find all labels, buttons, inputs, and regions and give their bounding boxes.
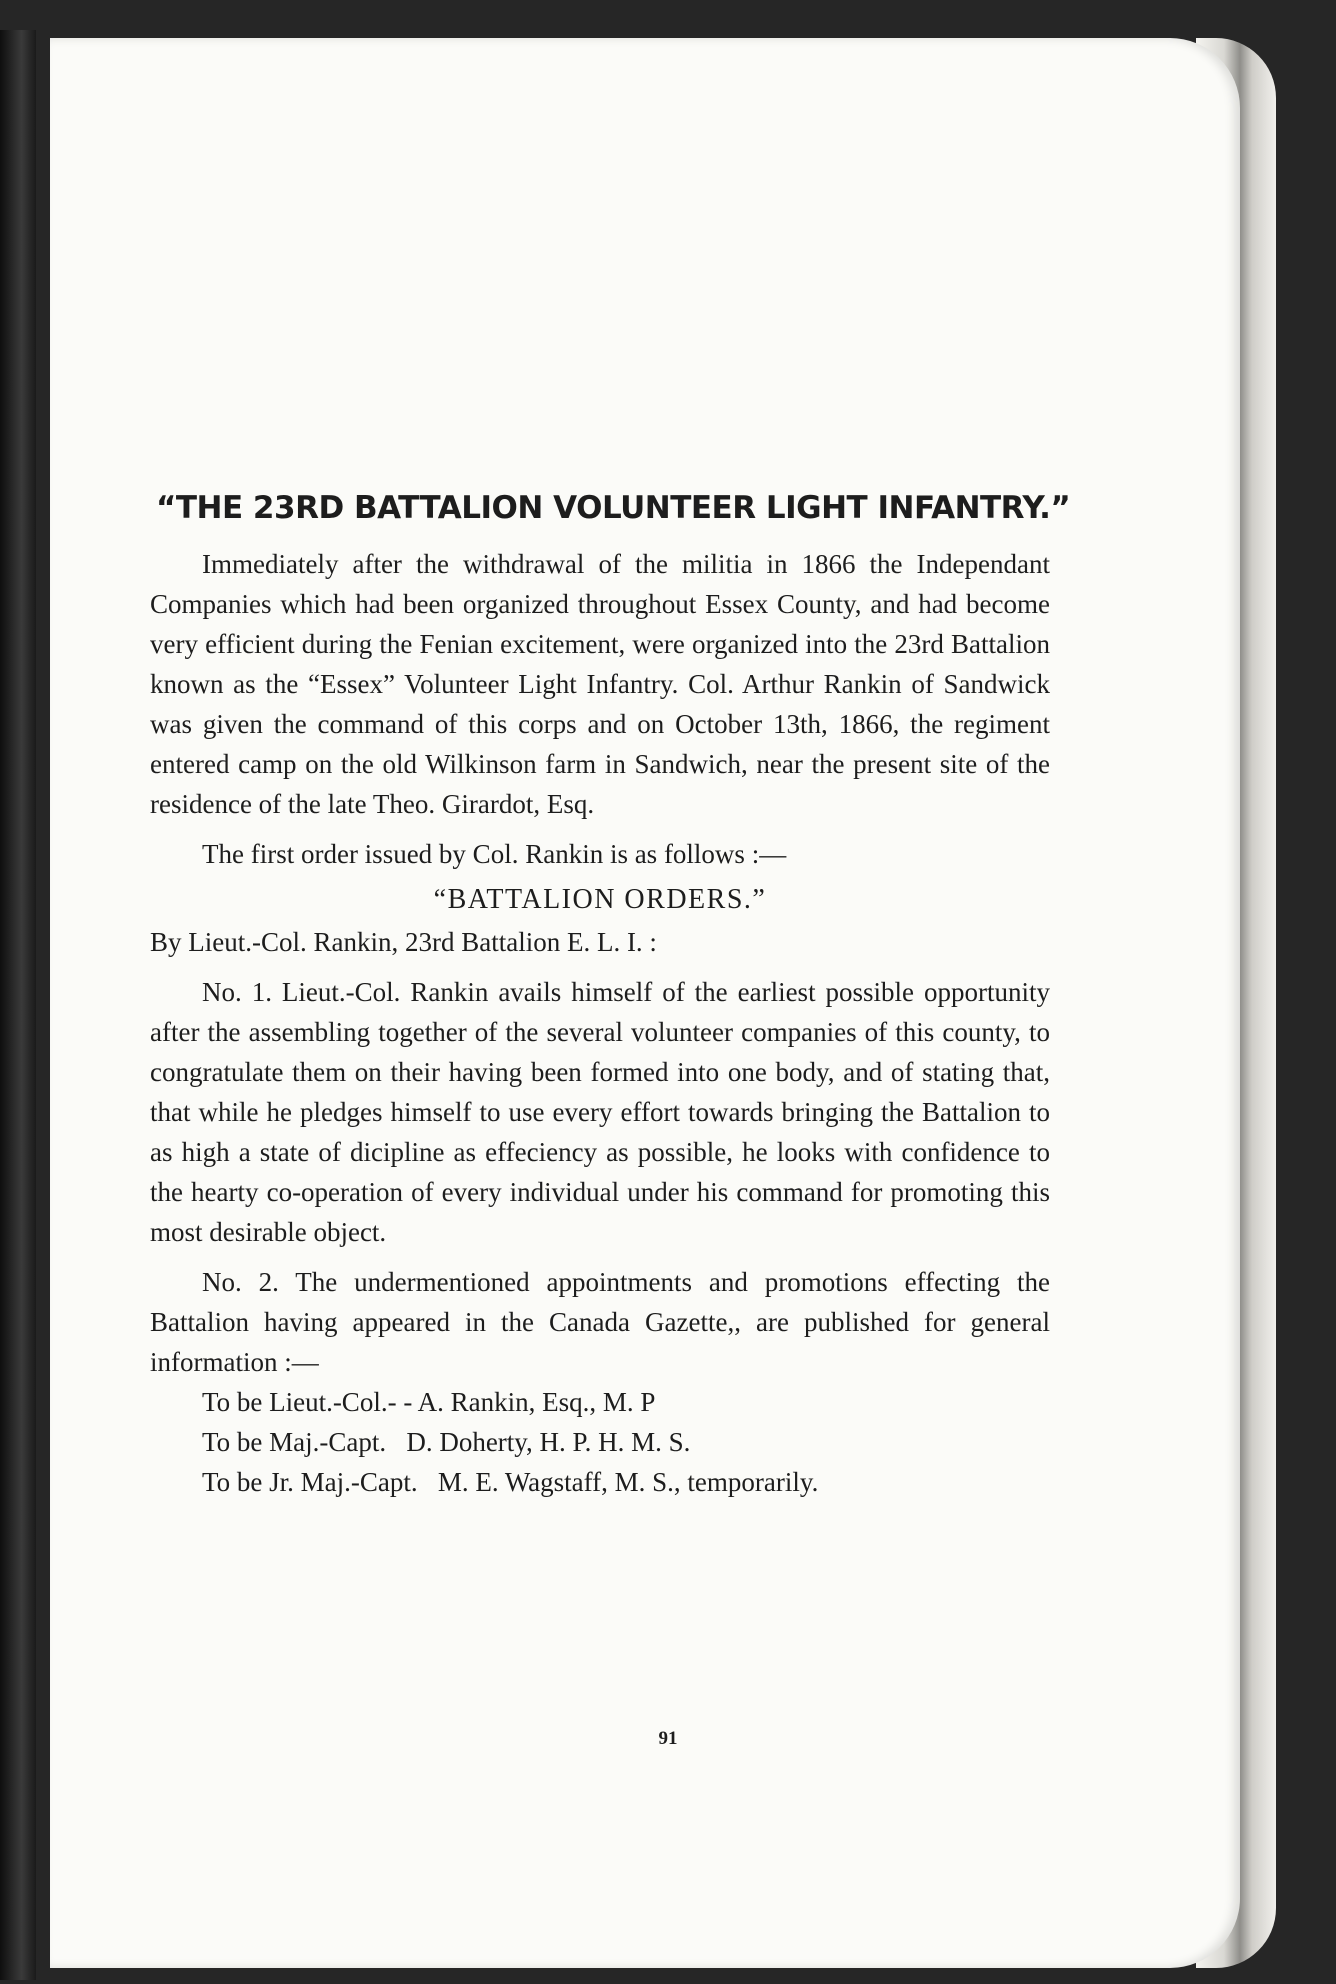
appointment-name: D. Doherty, H. P. H. M. S. — [406, 1427, 691, 1457]
first-order-line: The first order issued by Col. Rankin is as follows :— — [202, 839, 787, 869]
text-block — [150, 490, 1071, 1502]
chapter-heading: “THE 23RD BATTALION VOLUNTEER LIGHT INFANTRY.” — [156, 490, 1071, 526]
battalion-orders-title: “BATTALION ORDERS.” — [433, 884, 767, 915]
appointment-name: A. Rankin, Esq., M. P — [417, 1387, 656, 1417]
by-line: By Lieut.-Col. Rankin, 23rd Battalion E. L. I. : — [150, 927, 657, 957]
appointment-role: To be Lieut.-Col.- - — [202, 1387, 413, 1417]
order-no-1: No. 1. Lieut.-Col. Rankin avails himself of the earliest possible opportunity after the assembling together of the several volunteer companies of this county, to congratulate them on their having been formed into one body, and of stating that, that while he pledges himself to use every effort towards bringing the Battalion to as high a state of dicipline as effeciency as possible, he looks with confidence to the hearty co-operation of every individual under his command for promoting this most desirable object. — [150, 977, 1050, 1247]
appointment-role: To be Maj.-Capt. — [202, 1427, 387, 1457]
appointment-row — [202, 1422, 1050, 1462]
appointment-name: M. E. Wagstaff, M. S., temporarily. — [437, 1467, 819, 1497]
appointment-row — [202, 1382, 1050, 1422]
book-spine — [0, 30, 36, 1980]
order-no-2: No. 2. The undermentioned appointments and promotions effecting the Battalion having appeared in the Canada Gazette,, are published for general information :— — [150, 1267, 1050, 1377]
intro-paragraph: Immediately after the withdrawal of the militia in 1866 the Independant Companies which had been organized throughout Essex County, and had become very efficient during the Fenian excitement, were organized into the 23rd Battalion known as the “Essex” Volunteer Light Infantry. Col. Arthur Rankin of Sandwick was given the command of this corps and on October 13th, 1866, the regiment entered camp on the old Wilkinson farm in Sandwich, near the present site of the residence of the late Theo. Girardot, Esq. — [150, 549, 1050, 819]
page-number: 91 — [658, 1728, 678, 1749]
appointment-role: To be Jr. Maj.-Capt. — [202, 1467, 418, 1497]
appointment-row — [202, 1462, 1050, 1502]
